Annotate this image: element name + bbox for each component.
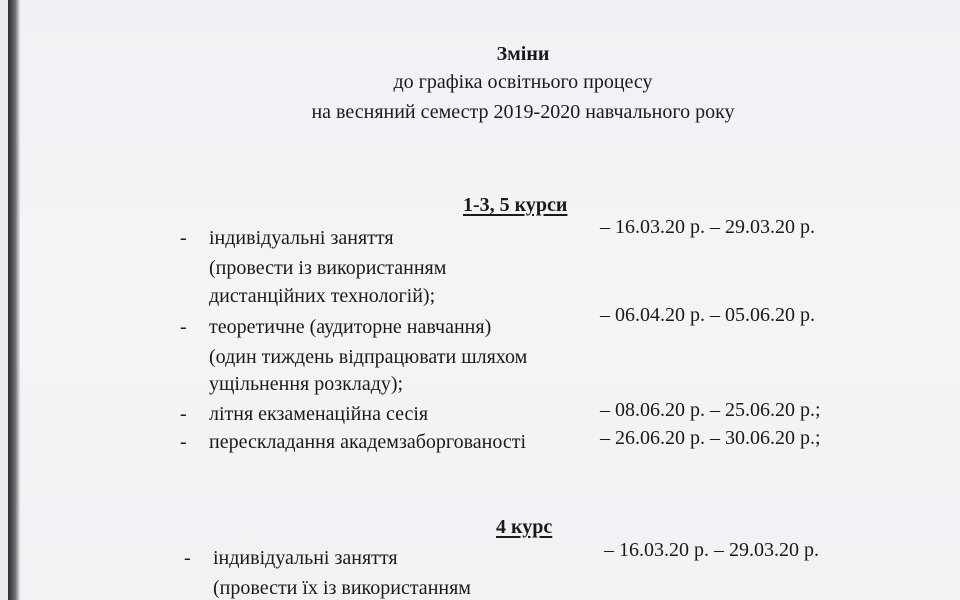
list-item-dates: – 16.03.20 р. – 29.03.20 р.	[600, 216, 815, 238]
list-item-text-line: індивідуальні заняття	[209, 227, 394, 249]
list-item-dates: – 16.03.20 р. – 29.03.20 р.	[604, 539, 819, 561]
list-item-dates: – 06.04.20 р. – 05.06.20 р.	[600, 304, 815, 326]
list-item-text-line: літня екзаменаційна сесія	[209, 403, 429, 425]
list-item-text-line: (провести із використанням	[209, 257, 447, 279]
list-item-bullet: -	[180, 431, 187, 453]
document-subtitle-line-1: до графіка освітнього процесу	[393, 71, 653, 93]
document-title: Зміни	[496, 43, 550, 65]
list-item-text-line: теоретичне (аудиторне навчання)	[209, 316, 492, 338]
list-item-bullet: -	[180, 316, 187, 338]
list-item-bullet: -	[184, 547, 191, 569]
list-item-text-line: ущільнення розкладу);	[209, 373, 404, 395]
list-item-text-line: (провести їх із використанням	[213, 577, 471, 599]
list-item-dates: – 26.06.20 р. – 30.06.20 р.;	[600, 427, 821, 449]
document-page	[8, 0, 960, 600]
list-item-text-line: індивідуальні заняття	[213, 547, 398, 569]
section-heading-course-4: 4 курс	[496, 516, 553, 538]
list-item-bullet: -	[180, 227, 187, 249]
list-item-dates: – 08.06.20 р. – 25.06.20 р.;	[600, 399, 821, 421]
section-heading-courses-1-3-5: 1-3, 5 курси	[463, 194, 568, 216]
list-item-bullet: -	[180, 403, 187, 425]
list-item-text-line: дистанційних технологій);	[209, 285, 436, 307]
document-subtitle-line-2: на весняний семестр 2019-2020 навчального року	[311, 101, 735, 123]
list-item-text-line: (один тиждень відпрацювати шляхом	[209, 346, 528, 368]
list-item-text-line: перескладання академзаборгованості	[209, 431, 527, 453]
